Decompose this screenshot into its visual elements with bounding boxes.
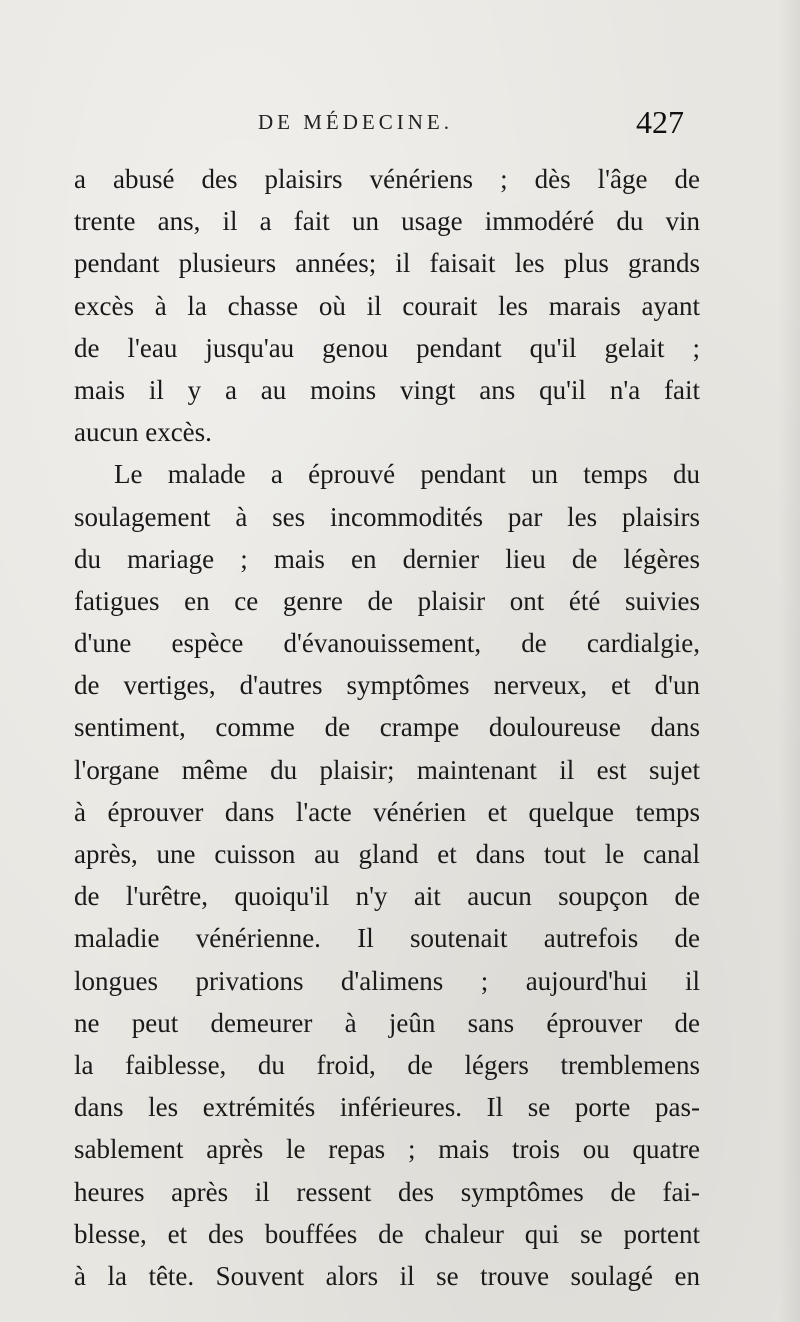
- text-line: de vertiges, d'autres symptômes nerveux, et d'un: [74, 670, 700, 701]
- text-line: blesse, et des bouffées de chaleur qui se portent: [74, 1218, 700, 1249]
- page-header: [0, 104, 800, 144]
- text-line: après, une cuisson au gland et dans tout le canal: [74, 839, 700, 869]
- text-line: à éprouver dans l'acte vénérien et quelque temps: [74, 796, 700, 827]
- page-edge-shadow: [778, 0, 800, 1322]
- text-line: excès à la chasse où il courait les marais ayant: [74, 290, 700, 321]
- text-line: soulagement à ses incommodités par les plaisirs: [74, 501, 700, 532]
- text-line: d'une espèce d'évanouissement, de cardialgie,: [74, 628, 700, 659]
- text-line: aucun excès.: [74, 417, 212, 448]
- paragraph-start-line: Le malade a éprouvé pendant un temps du: [114, 459, 700, 490]
- text-line: de l'eau jusqu'au genou pendant qu'il gelait ;: [74, 332, 700, 363]
- text-line: pendant plusieurs années; il faisait les plus grands: [74, 248, 700, 279]
- text-line: mais il y a au moins vingt ans qu'il n'a fait: [74, 374, 700, 405]
- text-line: de l'urêtre, quoiqu'il n'y ait aucun soupçon de: [74, 881, 700, 912]
- page-number: 427: [636, 104, 684, 140]
- text-line: dans les extrémités inférieures. Il se porte pas-: [74, 1092, 700, 1123]
- text-line: ne peut demeurer à jeûn sans éprouver de: [74, 1007, 700, 1038]
- text-line: fatigues en ce genre de plaisir ont été suivies: [74, 585, 700, 616]
- text-line: sablement après le repas ; mais trois ou quatre: [74, 1134, 700, 1165]
- text-line: a abusé des plaisirs vénériens ; dès l'âge de: [74, 164, 700, 194]
- text-line: maladie vénérienne. Il soutenait autrefois de: [74, 923, 700, 954]
- text-line: à la tête. Souvent alors il se trouve soulagé en: [74, 1260, 700, 1291]
- running-head: DE MÉDECINE.: [258, 110, 453, 134]
- text-line: sentiment, comme de crampe douloureuse dans: [74, 712, 700, 743]
- text-line: longues privations d'alimens ; aujourd'hui il: [74, 965, 700, 996]
- text-line: trente ans, il a fait un usage immodéré du vin: [74, 206, 700, 237]
- text-line: la faiblesse, du froid, de légers tremblemens: [74, 1049, 700, 1080]
- text-line: l'organe même du plaisir; maintenant il est sujet: [74, 754, 700, 785]
- text-line: heures après il ressent des symptômes de fai-: [74, 1176, 700, 1207]
- text-line: du mariage ; mais en dernier lieu de légères: [74, 543, 700, 574]
- body-text: [74, 158, 700, 1297]
